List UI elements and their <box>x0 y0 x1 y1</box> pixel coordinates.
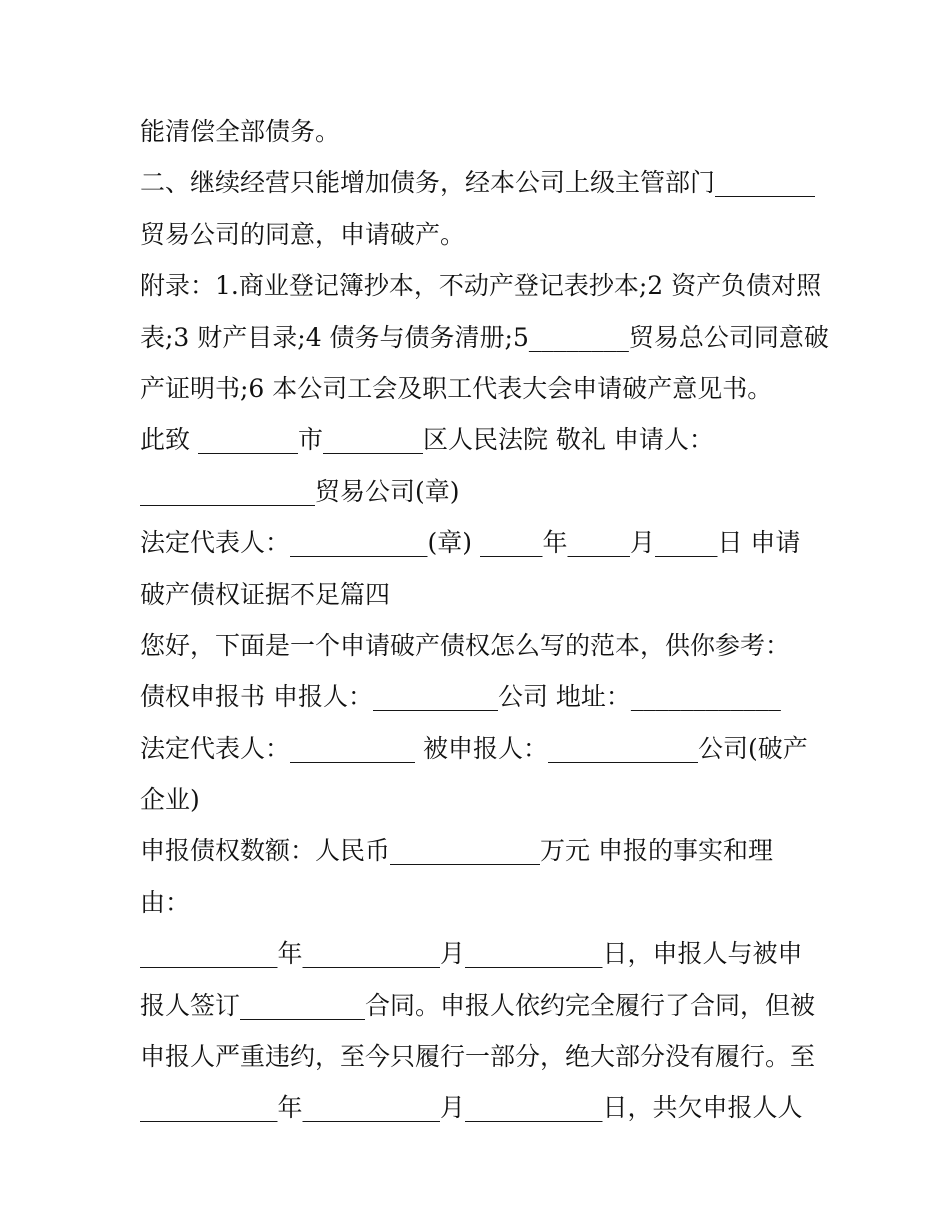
text-line: 债权申报书 申报人：__________公司 地址：____________ <box>140 682 781 712</box>
text-line: 企业) <box>140 785 200 815</box>
text-line: 申报人严重违约，至今只履行一部分，绝大部分没有履行。至 <box>140 1042 816 1072</box>
text-line: 法定代表人：___________(章) _____年_____月_____日 申请 <box>140 528 801 558</box>
text-line: 附录：1.商业登记簿抄本，不动产登记表抄本;2 资产负债对照 <box>140 271 822 301</box>
text-line: 法定代表人：__________ 被申报人：____________公司(破产 <box>140 733 808 763</box>
document-body <box>140 106 830 1134</box>
text-line: 表;3 财产目录;4 债务与债务清册;5________贸易总公司同意破 <box>140 322 829 352</box>
section-heading: 破产债权证据不足篇四 <box>140 579 391 609</box>
text-line: ______________贸易公司(章) <box>140 476 460 506</box>
text-line: 产证明书;6 本公司工会及职工代表大会申请破产意见书。 <box>140 373 773 403</box>
text-line: 由： <box>140 887 191 917</box>
text-line: 能清偿全部债务。 <box>140 117 341 146</box>
text-line: 此致 ________市________区人民法院 敬礼 申请人： <box>140 425 714 455</box>
text-line: 贸易公司的同意，申请破产。 <box>140 219 466 249</box>
text-line: ___________年___________月___________日，申报人与被申 <box>140 939 803 969</box>
text-line: 报人签订__________合同。申报人依约完全履行了合同，但被 <box>140 990 816 1020</box>
text-line: ___________年___________月___________日，共欠申报人人 <box>140 1093 803 1123</box>
text-line: 您好，下面是一个申请破产债权怎么写的范本，供你参考： <box>140 630 791 660</box>
text-line: 申报债权数额：人民币____________万元 申报的事实和理 <box>140 836 773 866</box>
text-line: 二、继续经营只能增加债务，经本公司上级主管部门________ <box>140 168 816 198</box>
